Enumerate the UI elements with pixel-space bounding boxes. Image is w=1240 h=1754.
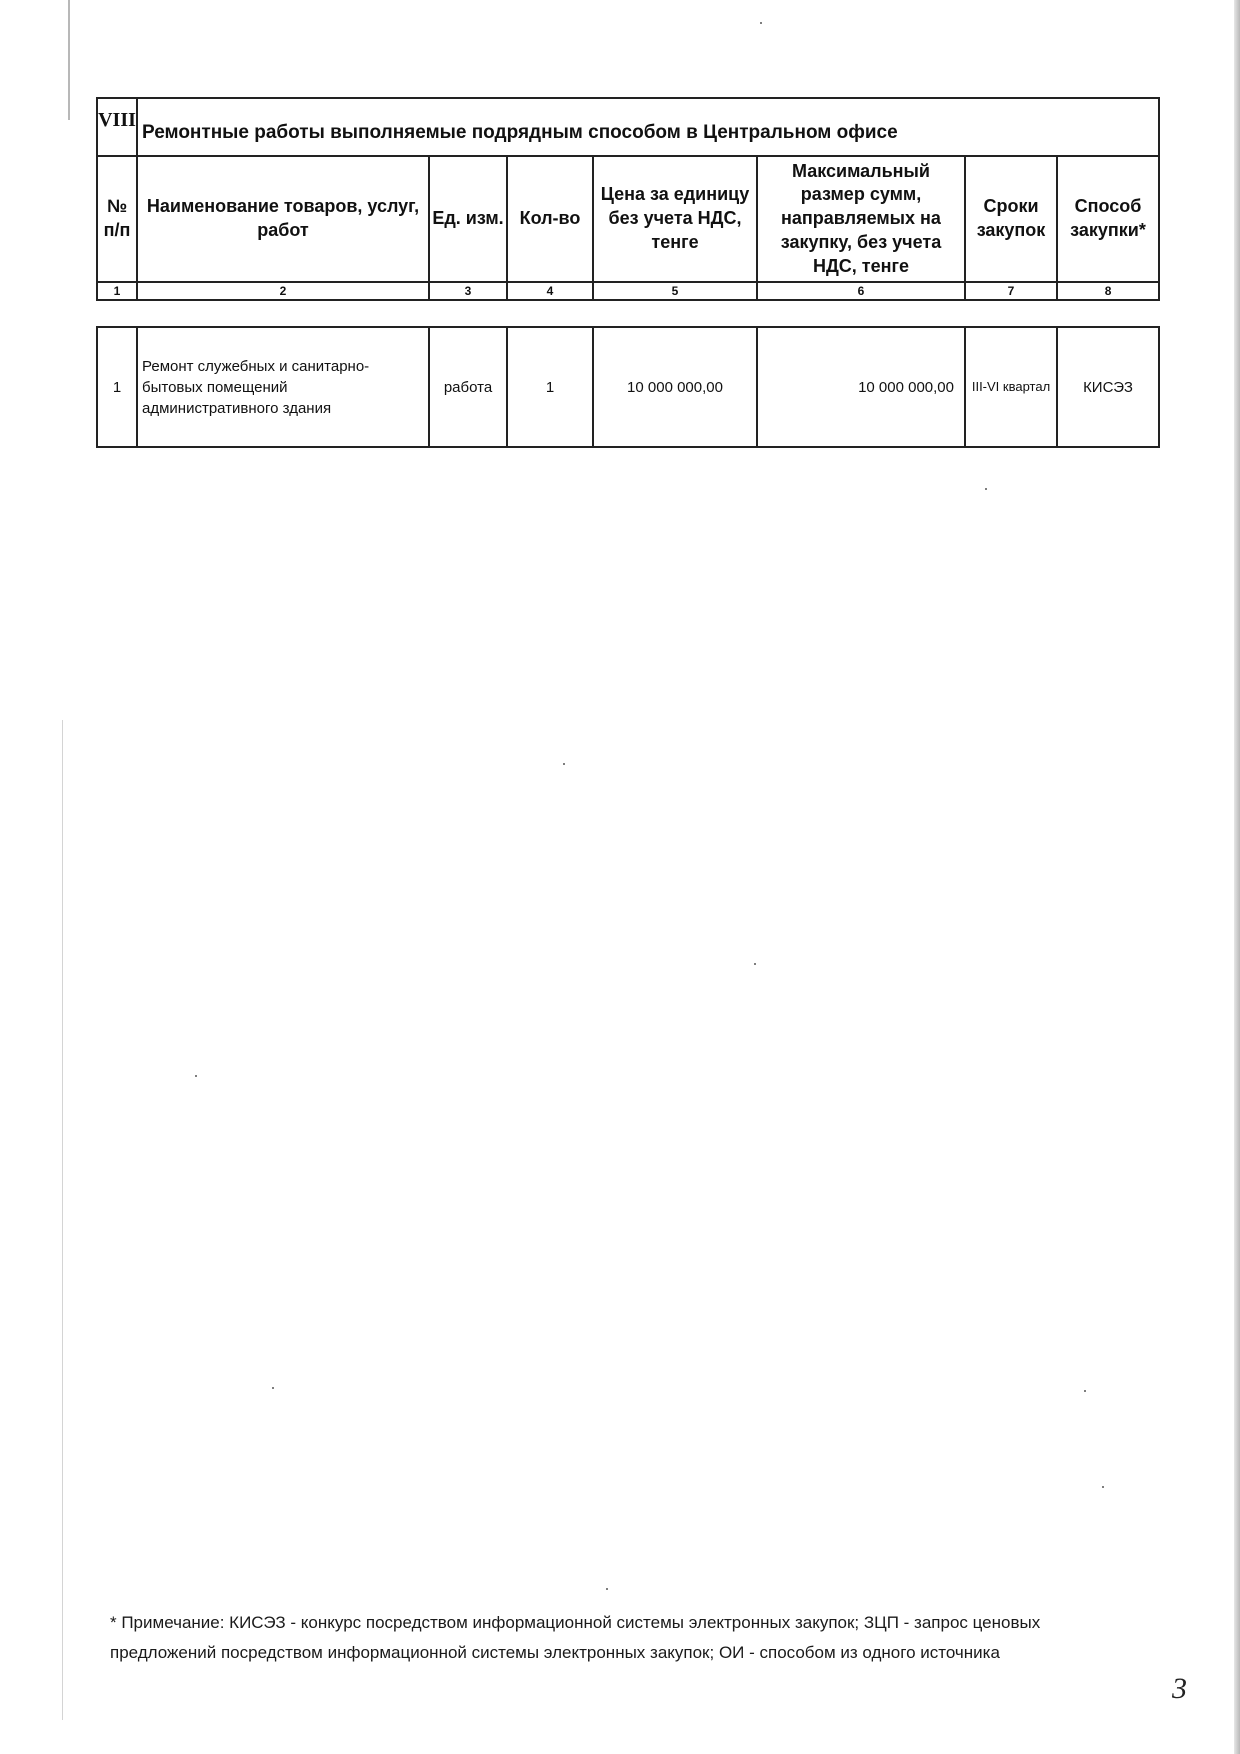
scan-edge-right bbox=[1234, 0, 1240, 1754]
footnote: * Примечание: КИСЭЗ - конкурс посредством информационной системы электронных закупок; ЗЦП - запрос ценовых предложений посредством информационной системы электронных закупок; ОИ - способом из одного источника bbox=[110, 1613, 1041, 1662]
row-method: КИСЭЗ bbox=[1057, 327, 1159, 447]
scan-speck bbox=[754, 963, 756, 965]
header-unit-price: Цена за единицу без учета НДС, тенге bbox=[593, 156, 757, 282]
row-unit-price: 10 000 000,00 bbox=[593, 327, 757, 447]
column-number-3: 3 bbox=[429, 282, 507, 300]
scan-speck bbox=[195, 1075, 197, 1077]
scan-speck bbox=[1102, 1486, 1104, 1488]
procurement-table-header bbox=[96, 97, 1160, 301]
row-max-sum: 10 000 000,00 bbox=[757, 327, 965, 447]
column-numbers-row bbox=[97, 282, 1159, 300]
scan-edge-left bbox=[68, 0, 70, 120]
scan-speck bbox=[563, 763, 565, 765]
row-unit: работа bbox=[429, 327, 507, 447]
scan-speck bbox=[760, 22, 762, 24]
header-max-sum: Максимальный размер сумм, направляемых на закупку, без учета НДС, тенге bbox=[757, 156, 965, 282]
header-method: Способ закупки* bbox=[1057, 156, 1159, 282]
header-number: № п/п bbox=[97, 156, 137, 282]
column-number-5: 5 bbox=[593, 282, 757, 300]
header-unit: Ед. изм. bbox=[429, 156, 507, 282]
column-number-8: 8 bbox=[1057, 282, 1159, 300]
procurement-table-body bbox=[96, 326, 1160, 448]
section-title: Ремонтные работы выполняемые подрядным способом в Центральном офисе bbox=[137, 98, 1159, 156]
header-quantity: Кол-во bbox=[507, 156, 593, 282]
scan-speck bbox=[1084, 1390, 1086, 1392]
header-name: Наименование товаров, услуг, работ bbox=[137, 156, 429, 282]
column-headers-row bbox=[97, 156, 1159, 282]
table-row bbox=[97, 327, 1159, 447]
column-number-4: 4 bbox=[507, 282, 593, 300]
row-number: 1 bbox=[97, 327, 137, 447]
row-quantity: 1 bbox=[507, 327, 593, 447]
column-number-7: 7 bbox=[965, 282, 1057, 300]
page-number: 3 bbox=[1172, 1672, 1187, 1705]
scan-edge-left-lower bbox=[62, 720, 63, 1720]
column-number-6: 6 bbox=[757, 282, 965, 300]
scan-speck bbox=[606, 1588, 608, 1590]
header-period: Сроки закупок bbox=[965, 156, 1057, 282]
section-number: VIII bbox=[97, 98, 137, 156]
scan-speck bbox=[272, 1387, 274, 1389]
row-period: III-VI квартал bbox=[965, 327, 1057, 447]
scan-speck bbox=[985, 488, 987, 490]
column-number-1: 1 bbox=[97, 282, 137, 300]
row-name: Ремонт служебных и санитарно-бытовых помещений административного здания bbox=[137, 327, 429, 447]
column-number-2: 2 bbox=[137, 282, 429, 300]
